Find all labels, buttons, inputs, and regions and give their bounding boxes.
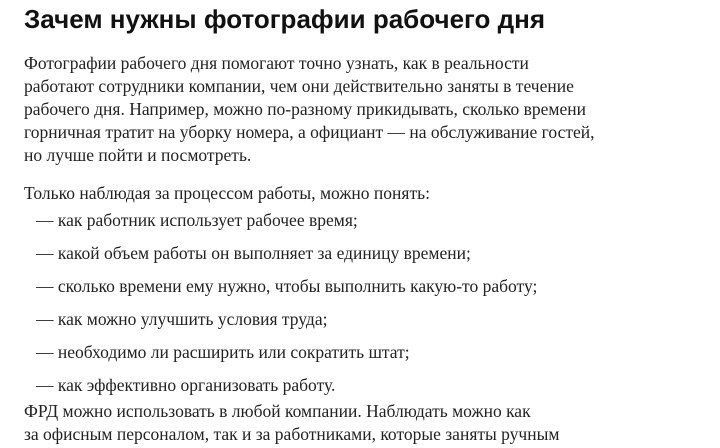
paragraph-line: рабочего дня. Например, можно по-разному прикидывать, сколько времени <box>24 99 586 119</box>
section-heading: Зачем нужны фотографии рабочего дня <box>24 4 546 34</box>
paragraph-line: горничная тратит на уборку номера, а официант — на обслуживание гостей, <box>24 122 595 142</box>
paragraph-line: за офисным персоналом, так и за работниками, которые заняты ручным <box>24 424 560 444</box>
list-intro: Только наблюдая за процессом работы, можно понять: <box>24 183 430 203</box>
list-item: — сколько времени ему нужно, чтобы выполнить какую-то работу; <box>36 276 538 296</box>
closing-paragraph <box>24 400 559 446</box>
paragraph-line: Фотографии рабочего дня помогают точно узнать, как в реальности <box>24 53 529 73</box>
paragraph-line: ФРД можно использовать в любой компании. Наблюдать можно как <box>24 401 531 421</box>
list-item: — какой объем работы он выполняет за единицу времени; <box>36 243 471 263</box>
intro-paragraph <box>24 52 595 167</box>
list-item: — как можно улучшить условия труда; <box>36 309 328 329</box>
list-item: — как работник использует рабочее время; <box>36 210 358 230</box>
list-item: — необходимо ли расширить или сократить штат; <box>36 342 410 362</box>
list-item: — как эффективно организовать работу. <box>36 375 336 395</box>
paragraph-line: но лучше пойти и посмотреть. <box>24 145 252 165</box>
paragraph-line: работают сотрудники компании, чем они действительно заняты в течение <box>24 76 574 96</box>
benefits-list <box>36 209 537 407</box>
